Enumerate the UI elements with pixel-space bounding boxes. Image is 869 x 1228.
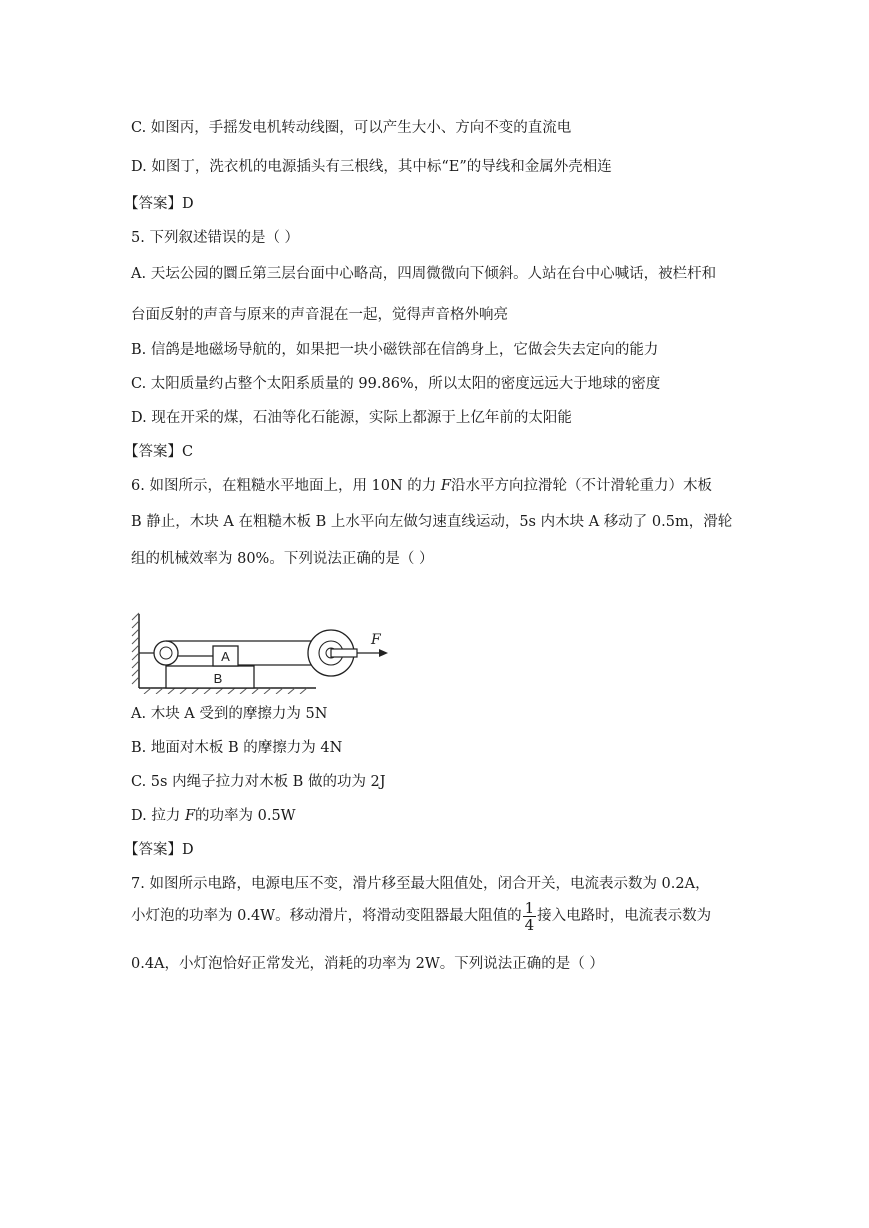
block-a-label: A xyxy=(221,649,230,664)
q5-answer: 【答案】C xyxy=(124,444,194,460)
q7-fraction-numerator: 1 xyxy=(524,898,535,917)
q6-force-symbol: F xyxy=(440,478,451,494)
force-label: F xyxy=(371,632,381,648)
q7-stem-line2 xyxy=(131,898,711,934)
q6-option-d-part2: 的功率为 0.5W xyxy=(195,808,296,824)
small-pulley xyxy=(154,641,178,665)
pulley-diagram xyxy=(126,612,391,694)
q6-option-d xyxy=(131,806,296,826)
q5-option-d: D. 现在开采的煤，石油等化石能源，实际上都源于上亿年前的太阳能 xyxy=(131,410,572,426)
wall-hatching xyxy=(132,613,139,684)
q5-option-a-line2: 台面反射的声音与原来的声音混在一起，觉得声音格外响亮 xyxy=(131,307,508,323)
q6-answer: 【答案】D xyxy=(124,842,194,858)
q5-stem: 5. 下列叙述错误的是（ ） xyxy=(131,230,300,246)
q5-option-b: B. 信鸽是地磁场导航的，如果把一块小磁铁部在信鸽身上，它做会失去定向的能力 xyxy=(131,342,659,358)
q6-option-a: A. 木块 A 受到的摩擦力为 5N xyxy=(131,706,328,722)
ground-hatching xyxy=(144,688,307,694)
q6-stem-part1: 6. 如图所示，在粗糙水平地面上，用 10N 的力 xyxy=(131,478,441,494)
q7-stem-line1: 7. 如图所示电路，电源电压不变，滑片移至最大阻值处，闭合开关，电流表示数为 0.2A， xyxy=(131,876,710,892)
q6-stem-part2: 沿水平方向拉滑轮（不计滑轮重力）木板 xyxy=(450,478,712,494)
q7-stem-part2: 接入电路时，电流表示数为 xyxy=(537,908,712,924)
q6-option-c: C. 5s 内绳子拉力对木板 B 做的功为 2J xyxy=(131,774,386,790)
q4-option-c: C. 如图丙，手摇发电机转动线圈，可以产生大小、方向不变的直流电 xyxy=(131,120,572,136)
q7-stem-part1: 小灯泡的功率为 0.4W。移动滑片，将滑动变阻器最大阻值的 xyxy=(131,908,522,924)
q7-stem-line3: 0.4A，小灯泡恰好正常发光，消耗的功率为 2W。下列说法正确的是（ ） xyxy=(131,956,604,972)
force-arrow-head xyxy=(379,649,388,657)
q4-option-d: D. 如图丁，洗衣机的电源插头有三根线，其中标“E”的导线和金属外壳相连 xyxy=(131,159,612,175)
board-b xyxy=(166,666,254,688)
q4-answer: 【答案】D xyxy=(124,196,194,212)
q6-option-b: B. 地面对木板 B 的摩擦力为 4N xyxy=(131,740,343,756)
q6-stem-line3: 组的机械效率为 80%。下列说法正确的是（ ） xyxy=(131,551,434,567)
q5-option-c: C. 太阳质量约占整个太阳系质量的 99.86%，所以太阳的密度远远大于地球的密度 xyxy=(131,376,661,392)
board-b-label: B xyxy=(213,671,223,686)
q6-option-d-part1: D. 拉力 xyxy=(131,808,185,824)
q7-fraction xyxy=(523,900,537,933)
q5-option-a-line1: A. 天坛公园的圜丘第三层台面中心略高，四周微微向下倾斜。人站在台中心喊话，被栏杆和 xyxy=(131,266,717,282)
q6-stem-line1 xyxy=(131,476,712,496)
q6-option-d-force: F xyxy=(184,808,195,824)
q7-fraction-denominator: 4 xyxy=(524,915,535,934)
pulley-handle xyxy=(331,649,357,657)
q6-stem-line2: B 静止，木块 A 在粗糙木板 B 上水平向左做匀速直线运动，5s 内木块 A 移动了 0.5m，滑轮 xyxy=(131,514,733,530)
